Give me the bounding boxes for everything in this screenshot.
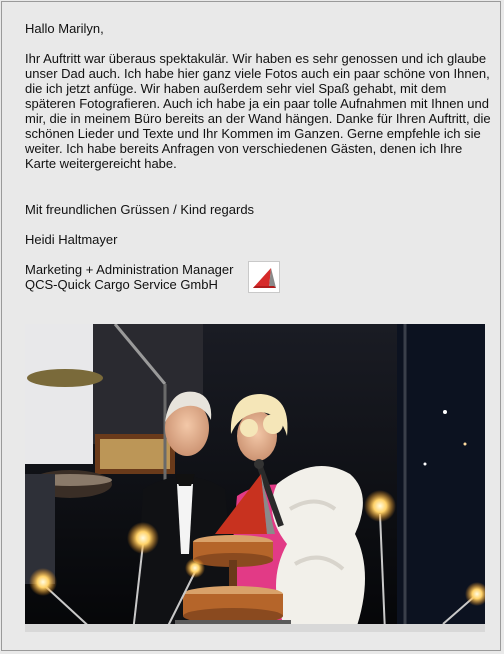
greeting: Hallo Marilyn, [25, 21, 104, 36]
event-photo-image [25, 324, 485, 632]
signature-name: Heidi Haltmayer [25, 232, 118, 247]
letter-frame [1, 1, 501, 651]
qcs-logo-icon [248, 261, 280, 293]
signature-company: QCS-Quick Cargo Service GmbH [25, 277, 218, 292]
closing: Mit freundlichen Grüssen / Kind regards [25, 202, 255, 217]
signature-role: Marketing + Administration Manager [25, 262, 234, 277]
letter-body: Ihr Auftritt war überaus spektakulär. Wir haben es sehr genossen und ich glaube unser Dad auch. Ich habe hier ganz viele Fotos auch ein paar schöne von Ihnen, die ich jetzt anfüge. Wir haben außerdem sehr viel Spaß gehabt, mit dem späteren Fotografieren. Auch ich habe ja ein paar tolle Aufnahmen mit Ihnen und mir, die in meinem Büro bereits an der Wand hängen. Danke für Ihren Auftritt, die schönen Lieder und Texte und Ihr Kommen im Ganzen. Gerne empfehle ich sie weiter. Ich habe bereits Anfragen von verschiedenen Gästen, denen ich Ihre Karte weitergereicht habe. [25, 51, 491, 171]
